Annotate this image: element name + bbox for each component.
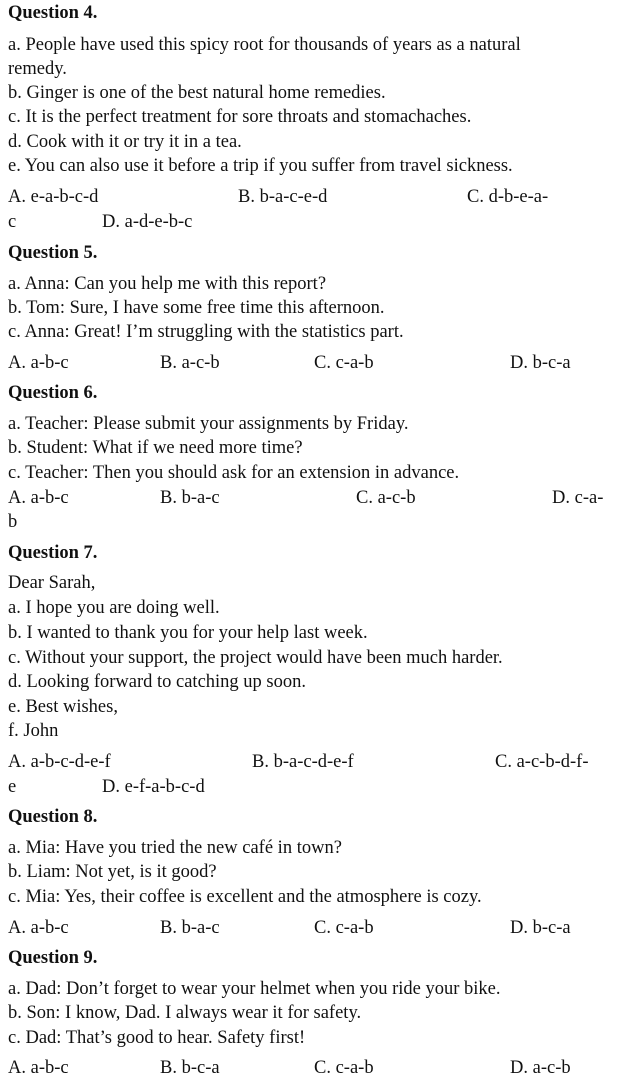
- option-b: B. b-c-a: [160, 1058, 220, 1078]
- option-a: A. a-b-c: [8, 488, 69, 508]
- option-b: B. b-a-c-d-e-f: [252, 752, 354, 772]
- sentence-line: a. Mia: Have you tried the new café in town?: [8, 838, 342, 858]
- option-c-continuation: c: [8, 212, 17, 232]
- sentence-line: a. Dad: Don’t forget to wear your helmet when you ride your bike.: [8, 979, 501, 999]
- option-b: B. b-a-c: [160, 488, 220, 508]
- sentence-line: b. Liam: Not yet, is it good?: [8, 862, 217, 882]
- sentence-line: b. I wanted to thank you for your help last week.: [8, 623, 368, 643]
- option-c: C. a-c-b-d-f-: [495, 752, 589, 772]
- sentence-line: b. Tom: Sure, I have some free time this afternoon.: [8, 298, 385, 318]
- option-c: C. c-a-b: [314, 1058, 374, 1078]
- option-c: C. c-a-b: [314, 918, 374, 938]
- sentence-line: d. Cook with it or try it in a tea.: [8, 132, 242, 152]
- question-title: Question 8.: [8, 807, 98, 827]
- option-d: D. c-a-: [552, 488, 604, 508]
- option-d: D. b-c-a: [510, 918, 571, 938]
- question-title: Question 6.: [8, 383, 98, 403]
- question-title: Question 9.: [8, 948, 98, 968]
- sentence-line: b. Student: What if we need more time?: [8, 438, 303, 458]
- sentence-line: c. Mia: Yes, their coffee is excellent and the atmosphere is cozy.: [8, 887, 482, 907]
- sentence-line: e. You can also use it before a trip if you suffer from travel sickness.: [8, 156, 513, 176]
- sentence-line: remedy.: [8, 59, 67, 79]
- sentence-line: a. People have used this spicy root for thousands of years as a natural: [8, 35, 521, 55]
- question-title: Question 4.: [8, 3, 98, 23]
- sentence-line: c. Anna: Great! I’m struggling with the statistics part.: [8, 322, 404, 342]
- sentence-line: c. Dad: That’s good to hear. Safety first!: [8, 1028, 306, 1048]
- option-a: A. e-a-b-c-d: [8, 187, 99, 207]
- option-b: B. b-a-c: [160, 918, 220, 938]
- option-b: B. b-a-c-e-d: [238, 187, 328, 207]
- option-b: B. a-c-b: [160, 353, 220, 373]
- letter-greeting: Dear Sarah,: [8, 573, 96, 593]
- sentence-line: b. Son: I know, Dad. I always wear it for safety.: [8, 1003, 362, 1023]
- option-c-continuation: e: [8, 777, 17, 797]
- sentence-line: c. It is the perfect treatment for sore throats and stomachaches.: [8, 107, 472, 127]
- option-d-continuation: b: [8, 512, 18, 532]
- option-c: C. a-c-b: [356, 488, 416, 508]
- option-d: D. e-f-a-b-c-d: [102, 777, 205, 797]
- option-d: D. b-c-a: [510, 353, 571, 373]
- sentence-line: f. John: [8, 721, 59, 741]
- sentence-line: d. Looking forward to catching up soon.: [8, 672, 306, 692]
- sentence-line: b. Ginger is one of the best natural home remedies.: [8, 83, 386, 103]
- sentence-line: c. Teacher: Then you should ask for an extension in advance.: [8, 463, 460, 483]
- option-c: C. c-a-b: [314, 353, 374, 373]
- option-a: A. a-b-c: [8, 918, 69, 938]
- question-title: Question 7.: [8, 543, 98, 563]
- option-a: A. a-b-c: [8, 1058, 69, 1078]
- question-title: Question 5.: [8, 243, 98, 263]
- sentence-line: a. Teacher: Please submit your assignments by Friday.: [8, 414, 409, 434]
- sentence-line: c. Without your support, the project would have been much harder.: [8, 648, 503, 668]
- option-a: A. a-b-c-d-e-f: [8, 752, 111, 772]
- option-d: D. a-c-b: [510, 1058, 571, 1078]
- sentence-line: a. I hope you are doing well.: [8, 598, 220, 618]
- option-c: C. d-b-e-a-: [467, 187, 549, 207]
- option-a: A. a-b-c: [8, 353, 69, 373]
- sentence-line: e. Best wishes,: [8, 697, 118, 717]
- option-d: D. a-d-e-b-c: [102, 212, 193, 232]
- sentence-line: a. Anna: Can you help me with this report?: [8, 274, 327, 294]
